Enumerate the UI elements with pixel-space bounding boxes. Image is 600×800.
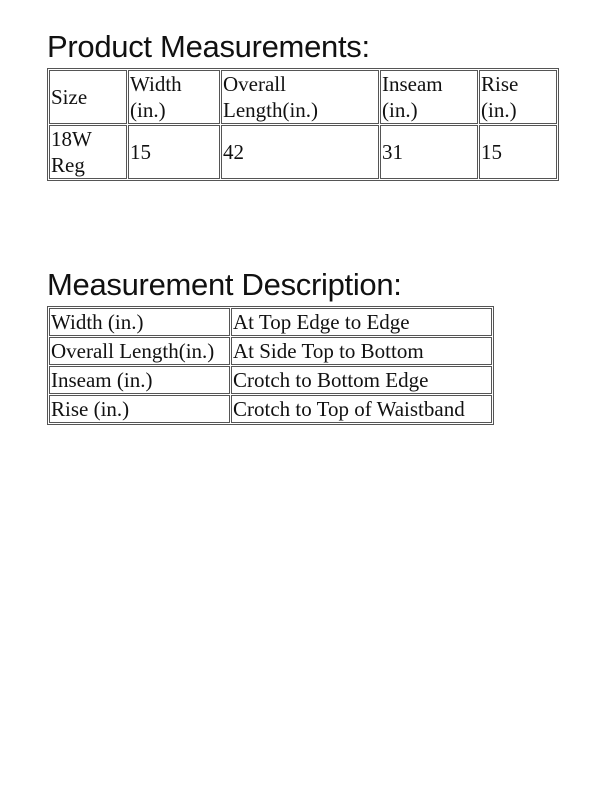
- header-size: Size: [49, 70, 127, 124]
- measurement-name: Width (in.): [49, 308, 230, 336]
- table-row: [49, 308, 492, 336]
- measurement-description-title: Measurement Description:: [47, 267, 402, 302]
- table-row: [49, 395, 492, 423]
- measurement-description: Crotch to Top of Waistband: [231, 395, 492, 423]
- table-row: [49, 366, 492, 394]
- cell-rise: 15: [479, 125, 557, 179]
- measurement-name: Inseam (in.): [49, 366, 230, 394]
- header-rise: Rise (in.): [479, 70, 557, 124]
- cell-width: 15: [128, 125, 220, 179]
- header-width: Width (in.): [128, 70, 220, 124]
- product-measurements-title: Product Measurements:: [47, 29, 370, 64]
- table-row: [49, 337, 492, 365]
- product-measurements-table: [47, 68, 559, 181]
- table-row: [49, 125, 557, 179]
- cell-inseam: 31: [380, 125, 478, 179]
- header-overall-length: Overall Length(in.): [221, 70, 379, 124]
- measurement-name: Overall Length(in.): [49, 337, 230, 365]
- measurement-name: Rise (in.): [49, 395, 230, 423]
- measurement-description: At Top Edge to Edge: [231, 308, 492, 336]
- table-header-row: [49, 70, 557, 124]
- cell-overall-length: 42: [221, 125, 379, 179]
- header-inseam: Inseam (in.): [380, 70, 478, 124]
- measurement-description: At Side Top to Bottom: [231, 337, 492, 365]
- measurement-description: Crotch to Bottom Edge: [231, 366, 492, 394]
- cell-size: 18W Reg: [49, 125, 127, 179]
- measurement-description-table: [47, 306, 494, 425]
